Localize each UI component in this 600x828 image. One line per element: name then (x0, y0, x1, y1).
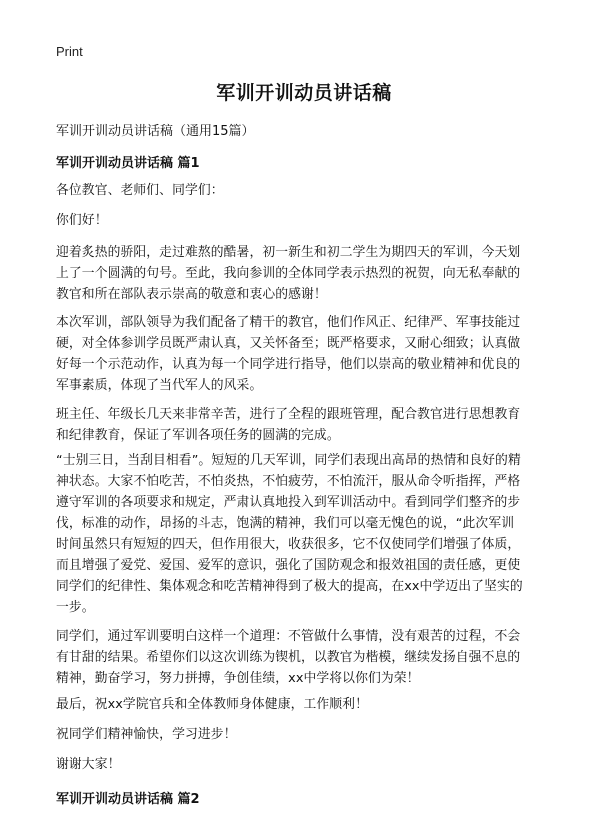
paragraph-line: 好每一个示范动作，认真为每一个同学进行指导，他们以崇高的敬业精神和优良的 (56, 357, 521, 372)
section-heading-1: 军训开训动员讲话稿 篇1 (56, 156, 200, 171)
paragraph-line: 各位教官、老师们、同学们： (56, 183, 224, 198)
paragraph-line: 最后，祝xx学院官兵和全体教师身体健康，工作顺利！ (56, 697, 368, 712)
paragraph-instructors (56, 312, 552, 396)
paragraph-line: 精神，勤奋学习，努力拼搏，争创佳绩，xx中学将以你们为荣！ (56, 671, 420, 686)
paragraph-line: 同学们，通过军训要明白这样一个道理：不管做什么事情，没有艰苦的过程，不会 (56, 629, 521, 644)
paragraph-line: 时间虽然只有短短的四天，但作用很大，收获很多，它不仅使同学们增强了体质， (56, 537, 521, 552)
paragraph-line: 神状态。大家不怕吃苦，不怕炎热，不怕疲劳，不怕流汗，服从命令听指挥，严格 (56, 474, 521, 489)
paragraph-line: 同学们的纪律性、集体观念和吃苦精神得到了极大的提高，在xx中学迈出了坚实的 (56, 579, 523, 594)
paragraph-line: “士别三日，当刮目相看”。短短的几天军训，同学们表现出高昂的热情和良好的精 (56, 453, 521, 468)
paragraph-teachers (56, 404, 552, 446)
paragraph-line: 班主任、年级长几天来非常辛苦，进行了全程的跟班管理，配合教官进行思想教育 (56, 407, 521, 422)
paragraph-lesson (56, 626, 552, 689)
print-label[interactable]: Print (56, 44, 83, 59)
paragraph-salutation (56, 180, 552, 201)
paragraph-blessing (56, 694, 552, 715)
paragraph-line: 上了一个圆满的句号。至此，我向参训的全体同学表示热烈的祝贺，向无私奉献的 (56, 266, 521, 281)
paragraph-line: 而且增强了爱党、爱国、爱军的意识，强化了国防观念和报效祖国的责任感，更使 (56, 558, 521, 573)
paragraph-students (56, 450, 552, 618)
paragraph-line: 遵守军训的各项要求和规定，严肃认真地投入到军训活动中。看到同学们整齐的步 (56, 495, 521, 510)
paragraph-line: 和纪律教育，保证了军训各项任务的圆满的完成。 (56, 428, 340, 443)
paragraph-line: 本次军训，部队领导为我们配备了精干的教官，他们作风正、纪律严、军事技能过 (56, 315, 521, 330)
paragraph-wish (56, 724, 552, 745)
paragraph-line: 教官和所在部队表示崇高的敬意和衷心的感谢！ (56, 287, 327, 302)
paragraph-intro (56, 242, 552, 305)
paragraph-line: 军事素质，体现了当代军人的风采。 (56, 378, 263, 393)
document-subtitle: 军训开训动员讲话稿（通用15篇） (56, 124, 255, 139)
section-heading-2: 军训开训动员讲话稿 篇2 (56, 792, 200, 807)
paragraph-line: 伐，标准的动作，昂扬的斗志，饱满的精神，我们可以毫无愧色的说，“此次军训 (56, 516, 515, 531)
paragraph-line: 有甘甜的结果。希望你们以这次训练为锲机，以教官为楷模，继续发扬自强不息的 (56, 650, 521, 665)
paragraph-greeting (56, 210, 552, 231)
paragraph-line: 谢谢大家！ (56, 757, 121, 772)
paragraph-line: 你们好！ (56, 213, 108, 228)
paragraph-line: 迎着炙热的骄阳，走过难熬的酷暑，初一新生和初二学生为期四天的军训，今天划 (56, 245, 521, 260)
paragraph-thanks (56, 754, 552, 775)
paragraph-line: 祝同学们精神愉快，学习进步！ (56, 727, 237, 742)
paragraph-line: 硬，对全体参训学员既严肃认真，又关怀备至；既严格要求，又耐心细致；认真做 (56, 336, 521, 351)
document-title: 军训开训动员讲话稿 (216, 82, 392, 104)
paragraph-line: 一步。 (56, 600, 95, 615)
